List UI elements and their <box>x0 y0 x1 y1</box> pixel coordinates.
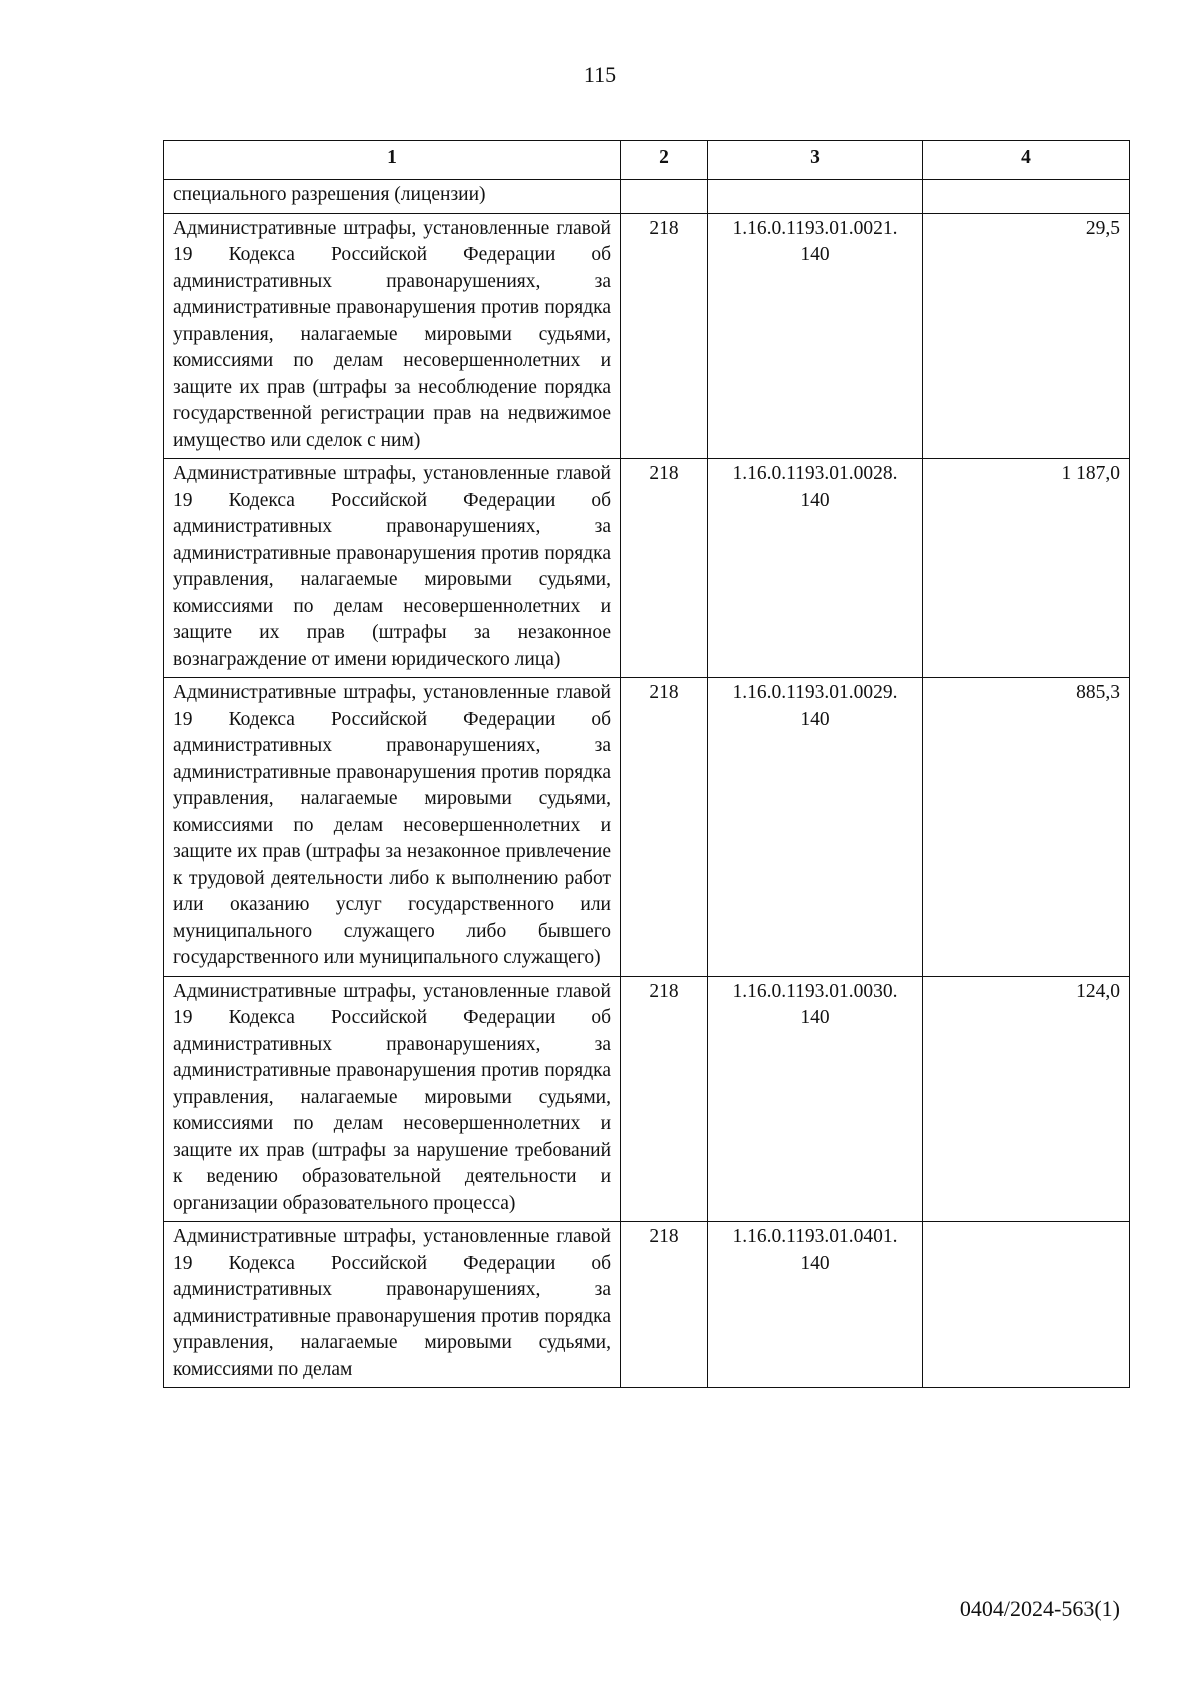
row-amount: 124,0 <box>923 976 1130 1222</box>
table-row <box>164 213 1130 459</box>
row-kbk: 1.16.0.1193.01.0021. 140 <box>708 213 923 459</box>
column-header-2: 2 <box>621 141 708 180</box>
column-header-4: 4 <box>923 141 1130 180</box>
row-kbk: 1.16.0.1193.01.0029. 140 <box>708 678 923 977</box>
table-row <box>164 459 1130 678</box>
document-id: 0404/2024-563(1) <box>959 1596 1120 1621</box>
table-row <box>164 976 1130 1222</box>
table-row <box>164 678 1130 977</box>
row-name: специального разрешения (лицензии) <box>164 180 621 214</box>
row-amount: 29,5 <box>923 213 1130 459</box>
table-header-row <box>164 141 1130 180</box>
row-kbk: 1.16.0.1193.01.0401. 140 <box>708 1222 923 1388</box>
column-header-3: 3 <box>708 141 923 180</box>
row-amount <box>923 180 1130 214</box>
budget-table <box>163 140 1130 1388</box>
row-name: Административные штрафы, установленные главой 19 Кодекса Российской Федерации об административных правонарушениях, за административные правонарушения против порядка управления, налагаемые мировыми судьями, комиссиями по делам <box>164 1222 621 1388</box>
row-name: Административные штрафы, установленные главой 19 Кодекса Российской Федерации об административных правонарушениях, за административные правонарушения против порядка управления, налагаемые мировыми судьями, комиссиями по делам несовершеннолетних и защите их прав (штрафы за незаконное вознаграждение от имени юридического лица) <box>164 459 621 678</box>
row-amount <box>923 1222 1130 1388</box>
row-kbk <box>708 180 923 214</box>
row-kbk: 1.16.0.1193.01.0030. 140 <box>708 976 923 1222</box>
row-code: 218 <box>621 459 708 678</box>
row-amount: 1 187,0 <box>923 459 1130 678</box>
row-kbk: 1.16.0.1193.01.0028. 140 <box>708 459 923 678</box>
row-code: 218 <box>621 1222 708 1388</box>
row-name: Административные штрафы, установленные главой 19 Кодекса Российской Федерации об административных правонарушениях, за административные правонарушения против порядка управления, налагаемые мировыми судьями, комиссиями по делам несовершеннолетних и защите их прав (штрафы за нарушение требований к ведению образовательной деятельности и организации образовательного процесса) <box>164 976 621 1222</box>
row-name: Административные штрафы, установленные главой 19 Кодекса Российской Федерации об административных правонарушениях, за административные правонарушения против порядка управления, налагаемые мировыми судьями, комиссиями по делам несовершеннолетних и защите их прав (штрафы за незаконное привлечение к трудовой деятельности либо к выполнению работ или оказанию услуг государственного или муниципального служащего либо бывшего государственного или муниципального служащего) <box>164 678 621 977</box>
page-number: 115 <box>583 62 617 87</box>
row-code: 218 <box>621 213 708 459</box>
row-amount: 885,3 <box>923 678 1130 977</box>
table-row <box>164 1222 1130 1388</box>
row-name: Административные штрафы, установленные главой 19 Кодекса Российской Федерации об административных правонарушениях, за административные правонарушения против порядка управления, налагаемые мировыми судьями, комиссиями по делам несовершеннолетних и защите их прав (штрафы за несоблюдение порядка государственной регистрации прав на недвижимое имущество или сделок с ним) <box>164 213 621 459</box>
row-code <box>621 180 708 214</box>
row-code: 218 <box>621 976 708 1222</box>
row-code: 218 <box>621 678 708 977</box>
column-header-1: 1 <box>164 141 621 180</box>
table-row <box>164 180 1130 214</box>
